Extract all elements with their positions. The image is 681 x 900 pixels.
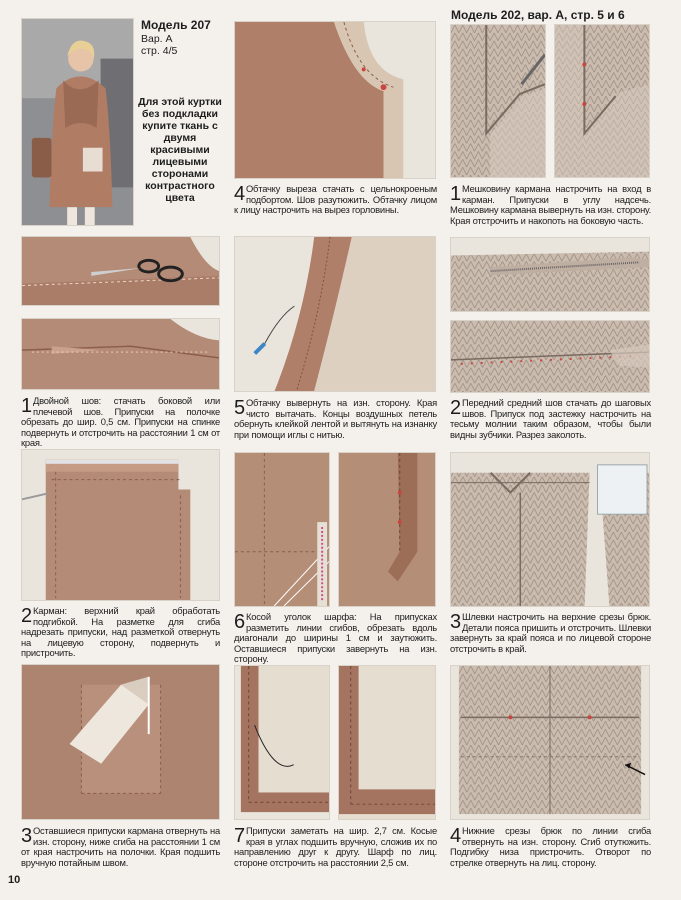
- step-text: Оставшиеся припуски кармана отвернуть на изн. сторону, ниже сгиба на расстоянии 1 см от края настрочить на полочки. Края подшить вручную потайным швом.: [21, 825, 220, 868]
- model-207-pages: стр. 4/5: [141, 45, 178, 57]
- step-number: 1: [450, 183, 461, 205]
- m202-step3-caption: [450, 612, 651, 654]
- step1-photo-a: [21, 236, 220, 306]
- step-number: 4: [234, 183, 245, 205]
- step-text: Косой уголок шарфа: На припусках разметить линии сгибов, обрезать вдоль диагонали до ширины 1 см и заутюжить. Оставшиеся припуски завернуть на изн. сторону.: [234, 611, 437, 665]
- step7-photo-b: [338, 665, 436, 820]
- m202-step4-caption: [450, 826, 651, 868]
- step-text: Припуски заметать на шир. 2,7 см. Косые края в углах подшить вручную, сложив их по направлению друг к другу. Шарф по лиц. стороне отстрочить на расстоянии 2,5 см.: [234, 825, 437, 868]
- step-text: Нижние срезы брюк по линии сгиба отвернуть на изн. сторону. Сгиб отутюжить. Подгибку низа пристрочить. Отворот по стрелке отвернуть на лиц. сторону.: [450, 825, 651, 868]
- step-text: Двойной шов: стачать боковой или плечевой шов. Припуски на полочке обрезать до шир. 0,5 см. Припуски на спинке подвернуть и отстрочить на расстоянии 1 см от края.: [21, 395, 220, 449]
- step-number: 4: [450, 825, 461, 847]
- m202-step1-caption: [450, 184, 651, 226]
- step5-caption: [234, 398, 437, 440]
- step4-photo: [234, 21, 436, 179]
- step-number: 3: [450, 611, 461, 633]
- m202-step2-photo-a: [450, 237, 650, 312]
- step-number: 7: [234, 825, 245, 847]
- m202-step1-photo-a: [450, 24, 546, 178]
- step1-caption: [21, 396, 220, 449]
- step-number: 3: [21, 825, 32, 847]
- step4-caption: [234, 184, 437, 216]
- step-number: 2: [450, 397, 461, 419]
- step-text: Передний средний шов стачать до шаговых швов. Припуск под застежку настрочить на тесьму молнии таким образом, чтобы были видны зубчики. Разрез заколоть.: [450, 397, 651, 440]
- m202-step2-caption: [450, 398, 651, 440]
- step6-caption: [234, 612, 437, 665]
- step-text: Обтачку вывернуть на изн. сторону. Края чисто вытачать. Концы воздушных петель обернуть клейкой лентой и вытянуть на изнанку при помощи иглы с нитью.: [234, 397, 437, 440]
- step-number: 1: [21, 395, 32, 417]
- step5-photo: [234, 236, 436, 392]
- step7-photo-a: [234, 665, 330, 820]
- step-text: Мешковину кармана настрочить на вход в карман. Припуски в углу надсечь. Мешковину кармана вывернуть на изн. сторону. Края отстрочить и накопоть на боковую часть.: [450, 183, 651, 226]
- step-number: 5: [234, 397, 245, 419]
- model-photo: [21, 18, 134, 226]
- lead-text: Для этой куртки без подкладки купите ткань с двумя красивыми лицевыми сторонами контрастного цвета: [138, 96, 222, 204]
- step7-caption: [234, 826, 437, 868]
- step-number: 6: [234, 611, 245, 633]
- step3-photo: [21, 664, 220, 820]
- m202-step3-photo: [450, 452, 650, 607]
- model-207-variant: Вар. А: [141, 33, 173, 45]
- step-text: Обтачку выреза стачать с цельнокроеным подбортом. Шов разутюжить. Обтачку лицом к лицу настрочить на вырез горловины.: [234, 183, 437, 216]
- m202-step4-photo: [450, 665, 650, 820]
- step-number: 2: [21, 605, 32, 627]
- step-text: Карман: верхний край обработать подгибкой. На разметке для сгиба надрезать припуски, над разметкой отвернуть на лицевую сторону, подвернуть и пристрочить.: [21, 605, 220, 659]
- step6-photo-a: [234, 452, 330, 607]
- m202-step1-photo-b: [554, 24, 650, 178]
- model-207-title: Модель 207: [141, 18, 211, 32]
- step3-caption: [21, 826, 220, 868]
- model-202-title: Модель 202, вар. А, стр. 5 и 6: [451, 8, 625, 22]
- page-number: 10: [8, 874, 21, 886]
- step1-photo-b: [21, 318, 220, 390]
- step2-photo: [21, 449, 220, 601]
- step-text: Шлевки настрочить на верхние срезы брюк. Детали пояса пришить и отстрочить. Шлевки завернуть за край пояса и по лицевой стороне отстрочить в край.: [450, 611, 651, 654]
- step2-caption: [21, 606, 220, 659]
- m202-step2-photo-b: [450, 320, 650, 393]
- step6-photo-b: [338, 452, 436, 607]
